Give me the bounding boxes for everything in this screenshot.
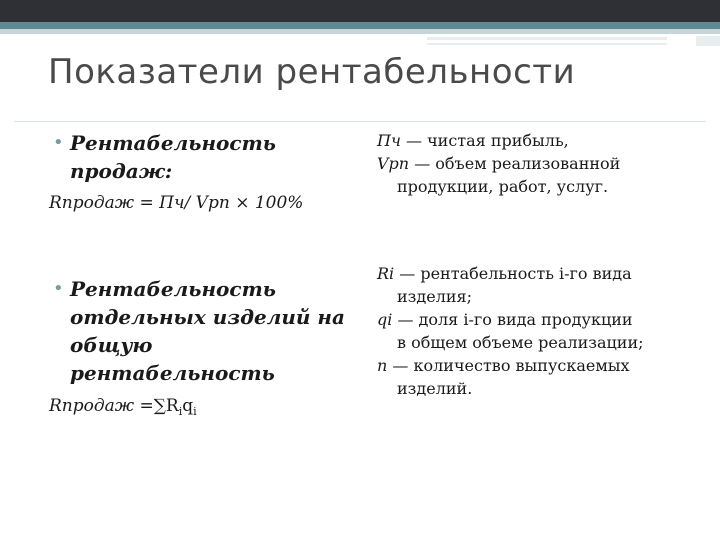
definitions-products	[377, 262, 644, 400]
definition-line: Пч — чистая прибыль,	[377, 131, 569, 150]
formula-q: q	[182, 396, 194, 416]
header-band-dark	[0, 0, 720, 22]
header-decor-block	[696, 36, 720, 46]
definition-line: изделий.	[397, 379, 473, 398]
formula-subscript: i	[178, 405, 183, 418]
definitions-sales	[377, 129, 620, 198]
header-decor-line	[427, 37, 667, 40]
formula-prefix: Rпродаж =	[49, 396, 154, 416]
definition-line: qi — доля i-го вида продукции	[377, 310, 633, 329]
slide-title: Показатели рентабельности	[48, 52, 576, 92]
definition-line: Vpп — объем реализованной	[377, 154, 621, 173]
sum-symbol: ∑	[153, 396, 166, 416]
header-decor-line	[427, 43, 667, 45]
bullet-product-profitability	[53, 275, 350, 387]
formula-sales-profitability: Rпродаж = Пч/ Vpп × 100%	[49, 193, 304, 213]
bullet-dot-icon: •	[53, 278, 64, 299]
definition-line: Ri — рентабельность i-го вида	[377, 264, 632, 283]
header-band-light	[0, 29, 720, 34]
bullet-sales-profitability	[53, 129, 340, 185]
formula-subscript: i	[193, 405, 197, 418]
definition-line: продукции, работ, услуг.	[397, 177, 609, 196]
formula-product-profitability	[49, 396, 197, 416]
definition-line: в общем объеме реализации;	[397, 333, 644, 352]
bullet-dot-icon: •	[53, 132, 64, 153]
header-band-accent	[0, 22, 720, 29]
definition-line: изделия;	[397, 287, 473, 306]
title-divider	[14, 121, 706, 122]
bullet-heading: Рентабельность отдельных изделий на общую рентабельность	[70, 277, 345, 385]
formula-r: R	[165, 396, 179, 416]
bullet-heading: Рентабельность продаж:	[70, 131, 276, 183]
definition-line: n — количество выпускаемых	[377, 356, 630, 375]
